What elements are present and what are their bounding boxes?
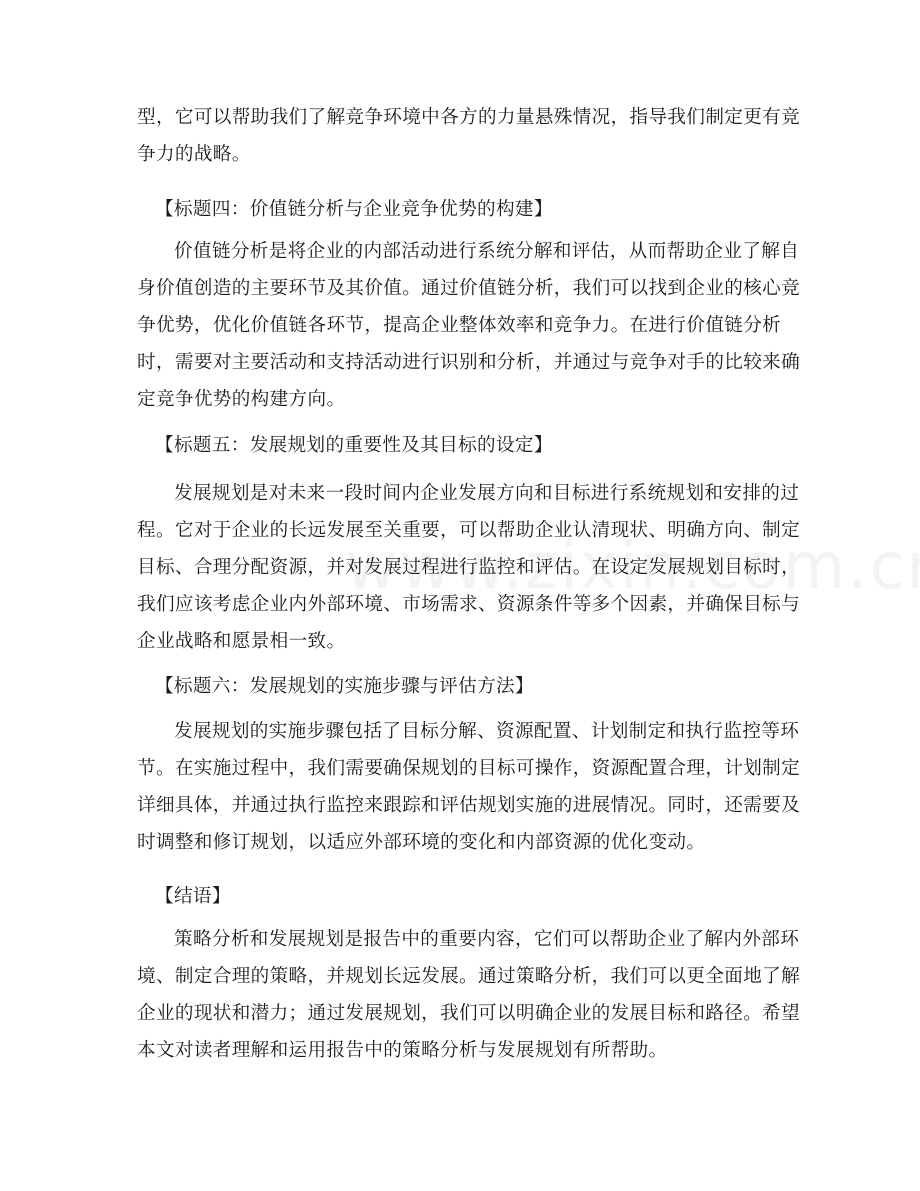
heading-conclusion: 【结语】	[155, 886, 231, 907]
paragraph-continuation: 型，它可以帮助我们了解竞争环境中各方的力量悬殊情况，指导我们制定更有竞争力的战略。	[137, 107, 801, 165]
heading-4: 【标题四：价值链分析与企业竞争优势的构建】	[155, 199, 553, 220]
paragraph-value-chain: 价值链分析是将企业的内部活动进行系统分解和评估，从而帮助企业了解自身价值创造的主要环节及其价值。通过价值链分析，我们可以找到企业的核心竞争优势，优化价值链各环节，提高企业整体效率和竞争力。在进行价值链分析时，需要对主要活动和支持活动进行识别和分析，并通过与竞争对手的比较来确定竞争优势的构建方向。	[137, 241, 801, 410]
heading-5: 【标题五：发展规划的重要性及其目标的设定】	[155, 435, 553, 456]
paragraph-planning-steps: 发展规划的实施步骤包括了目标分解、资源配置、计划制定和执行监控等环节。在实施过程中，我们需要确保规划的目标可操作，资源配置合理，计划制定详细具体，并通过执行监控来跟踪和评估规划实施的进展情况。同时，还需要及时调整和修订规划，以适应外部环境的变化和内部资源的优化变动。	[137, 721, 801, 853]
paragraph-conclusion: 策略分析和发展规划是报告中的重要内容，它们可以帮助企业了解内外部环境、制定合理的策略，并规划长远发展。通过策略分析，我们可以更全面地了解企业的现状和潜力；通过发展规划，我们可以明确企业的发展目标和路径。希望本文对读者理解和运用报告中的策略分析与发展规划有所帮助。	[137, 929, 801, 1061]
heading-6: 【标题六：发展规划的实施步骤与评估方法】	[155, 676, 534, 697]
paragraph-planning-importance: 发展规划是对未来一段时间内企业发展方向和目标进行系统规划和安排的过程。它对于企业的长远发展至关重要，可以帮助企业认清现状、明确方向、制定目标、合理分配资源，并对发展过程进行监控和评估。在设定发展规划目标时，我们应该考虑企业内外部环境、市场需求、资源条件等多个因素，并确保目标与企业战略和愿景相一致。	[137, 483, 801, 652]
